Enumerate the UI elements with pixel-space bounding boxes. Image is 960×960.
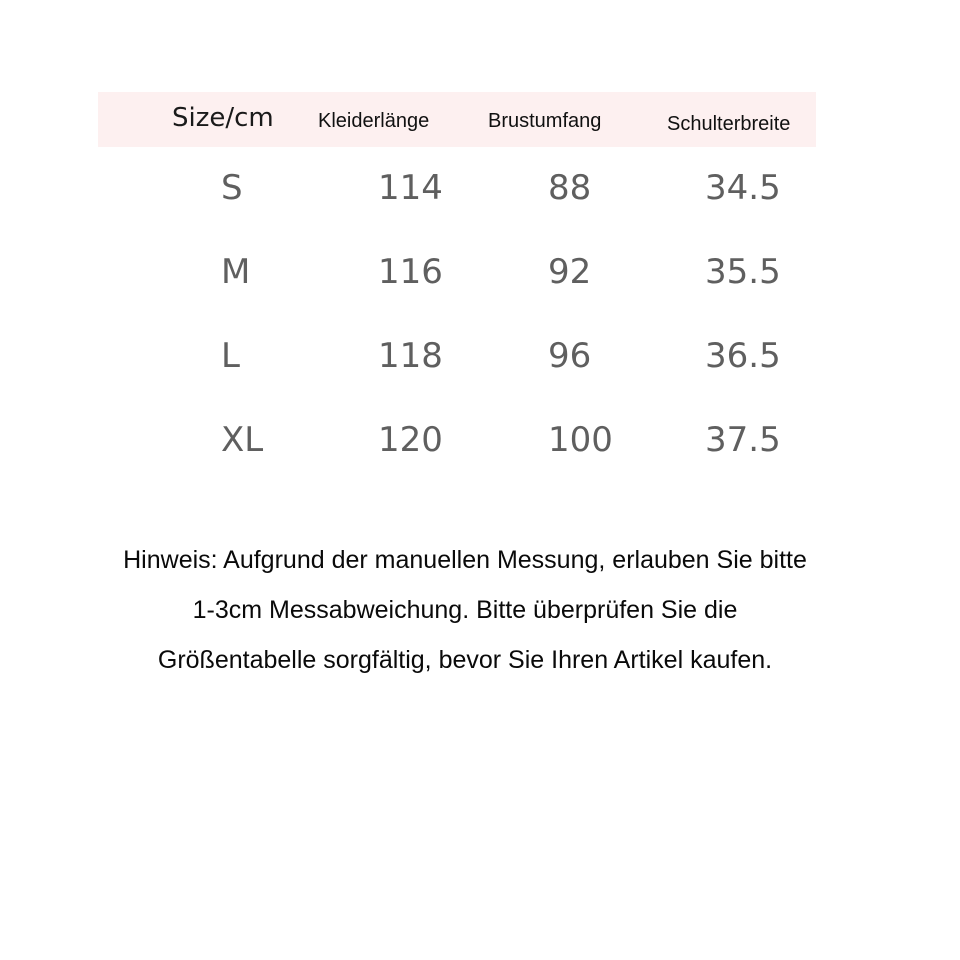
note-line: 1-3cm Messabweichung. Bitte überprüfen Sie die bbox=[192, 596, 738, 624]
cell-schulterbreite: 36.5 bbox=[705, 336, 781, 376]
cell-brustumfang: 96 bbox=[548, 336, 592, 376]
table-row bbox=[0, 335, 960, 385]
note-line: Hinweis: Aufgrund der manuellen Messung, erlauben Sie bitte bbox=[123, 546, 807, 574]
cell-kleiderlaenge: 116 bbox=[378, 252, 443, 292]
cell-schulterbreite: 35.5 bbox=[705, 252, 781, 292]
header-kleiderlaenge: Kleiderlänge bbox=[318, 110, 430, 132]
cell-schulterbreite: 34.5 bbox=[705, 168, 781, 208]
cell-brustumfang: 92 bbox=[548, 252, 592, 292]
cell-brustumfang: 100 bbox=[548, 420, 613, 460]
cell-kleiderlaenge: 118 bbox=[378, 336, 443, 376]
table-row bbox=[0, 419, 960, 469]
cell-brustumfang: 88 bbox=[548, 168, 592, 208]
cell-kleiderlaenge: 120 bbox=[378, 420, 443, 460]
header-size: Size/cm bbox=[172, 103, 274, 133]
header-brustumfang: Brustumfang bbox=[488, 110, 602, 132]
table-row bbox=[0, 251, 960, 301]
table-row bbox=[0, 167, 960, 217]
cell-size: S bbox=[221, 168, 243, 208]
cell-kleiderlaenge: 114 bbox=[378, 168, 443, 208]
header-schulterbreite: Schulterbreite bbox=[667, 113, 791, 135]
cell-size: M bbox=[221, 252, 251, 292]
note-line: Größentabelle sorgfältig, bevor Sie Ihren Artikel kaufen. bbox=[157, 646, 773, 674]
cell-schulterbreite: 37.5 bbox=[705, 420, 781, 460]
cell-size: XL bbox=[221, 420, 264, 460]
measurement-note bbox=[0, 535, 930, 685]
cell-size: L bbox=[221, 336, 240, 376]
